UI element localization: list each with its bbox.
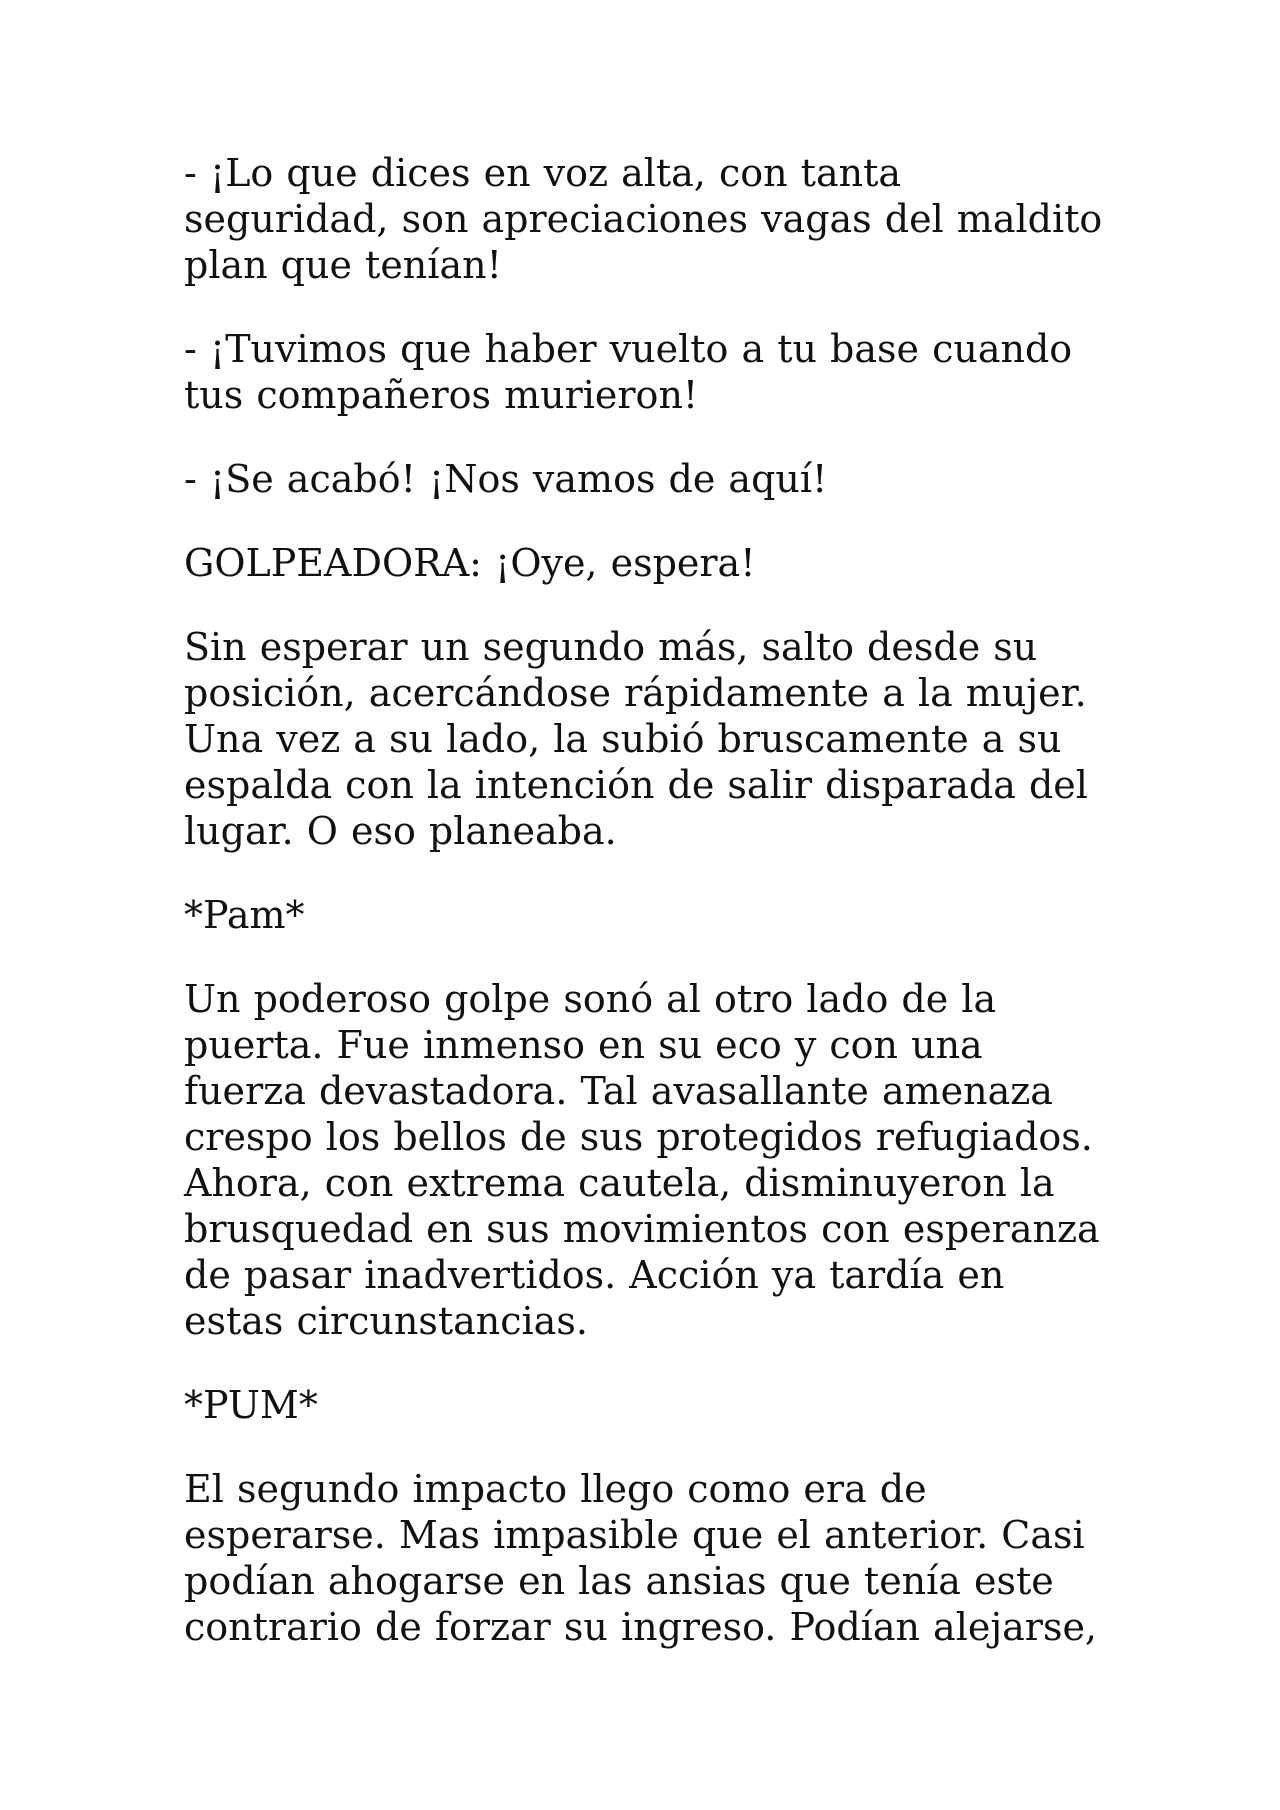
narrative-paragraph-2: Un poderoso golpe sonó al otro lado de la puerta. Fue inmenso en su eco y con una fuerza devastadora. Tal avasallante amenaza crespo los bellos de sus protegidos refugiados. Ahora, con extrema cautela, disminuyeron la brusquedad en sus movimientos con esperanza de pasar inadvertidos. Acción ya tardía en estas circunstancias. bbox=[184, 977, 1100, 1343]
dialogue-paragraph-4: GOLPEADORA: ¡Oye, espera! bbox=[184, 541, 756, 585]
narrative-paragraph-1: Sin esperar un segundo más, salto desde su posición, acercándose rápidamente a la mujer. Una vez a su lado, la subió bruscamente a su espalda con la intención de salir disparada del lugar. O eso planeaba. bbox=[184, 625, 1088, 853]
dialogue-paragraph-3: - ¡Se acabó! ¡Nos vamos de aquí! bbox=[184, 457, 828, 501]
sound-effect-2: *PUM* bbox=[184, 1383, 318, 1427]
dialogue-paragraph-1: - ¡Lo que dices en voz alta, con tanta seguridad, son apreciaciones vagas del maldito plan que tenían! bbox=[184, 151, 1103, 287]
text-body bbox=[184, 150, 1114, 1688]
narrative-paragraph-3: El segundo impacto llego como era de esperarse. Mas impasible que el anterior. Casi podían ahogarse en las ansias que tenía este contrario de forzar su ingreso. Podían alejarse, bbox=[184, 1467, 1098, 1649]
dialogue-paragraph-2: - ¡Tuvimos que haber vuelto a tu base cuando tus compañeros murieron! bbox=[184, 327, 1073, 417]
sound-effect-1: *Pam* bbox=[184, 893, 305, 937]
